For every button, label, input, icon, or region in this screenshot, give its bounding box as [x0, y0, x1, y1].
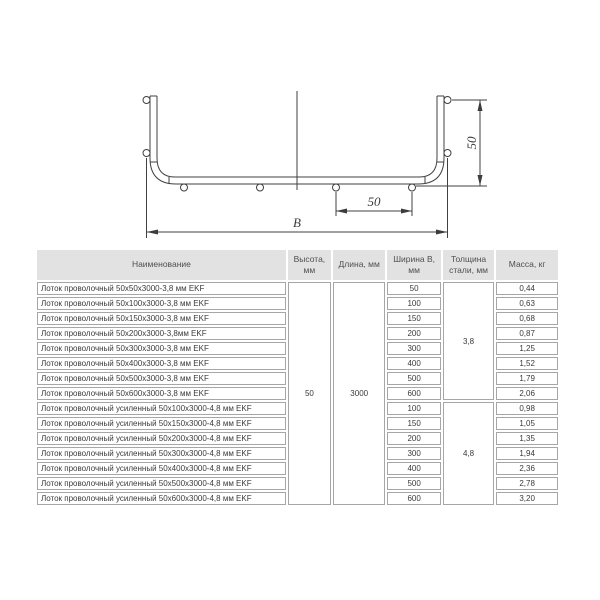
product-name-cell: Лоток проволочный усиленный 50х600х3000-4,8 мм EKF	[37, 492, 286, 505]
header-width: Ширина B, мм	[387, 250, 440, 280]
wire-circle-top-right	[444, 97, 451, 104]
wire-circle-bend-right	[444, 150, 451, 157]
length-cell: 3000	[333, 282, 385, 505]
mass-cell: 1,35	[496, 432, 558, 445]
header-row	[37, 250, 558, 280]
product-name-cell: Лоток проволочный 50х200х3000-3,8мм EKF	[37, 327, 286, 340]
product-name-cell: Лоток проволочный усиленный 50х500х3000-4,8 мм EKF	[37, 477, 286, 490]
wire-circle-bottom-4	[409, 184, 416, 191]
width-cell: 600	[387, 492, 440, 505]
wire-circle-bottom-2	[257, 184, 264, 191]
dimension-arrowheads	[147, 100, 483, 235]
header-length: Длина, мм	[333, 250, 385, 280]
header-mass: Масса, кг	[496, 250, 558, 280]
mass-cell: 2,36	[496, 462, 558, 475]
product-name-cell: Лоток проволочный 50х300х3000-3,8 мм EKF	[37, 342, 286, 355]
header-thickness: Толщина стали, мм	[443, 250, 494, 280]
width-cell: 500	[387, 477, 440, 490]
product-name-cell: Лоток проволочный 50х400х3000-3,8 мм EKF	[37, 357, 286, 370]
dim-label-width-b: B	[293, 215, 301, 230]
thickness-cell: 4,8	[443, 402, 494, 505]
mass-cell: 2,06	[496, 387, 558, 400]
width-cell: 200	[387, 432, 440, 445]
mass-cell: 0,63	[496, 297, 558, 310]
width-cell: 150	[387, 312, 440, 325]
product-name-cell: Лоток проволочный усиленный 50х150х3000-4,8 мм EKF	[37, 417, 286, 430]
mass-cell: 1,52	[496, 357, 558, 370]
width-cell: 100	[387, 297, 440, 310]
wire-circle-bottom-3	[333, 184, 340, 191]
wire-circle-bend-left	[143, 150, 150, 157]
wire-circle-bottom-1	[181, 184, 188, 191]
mass-cell: 1,94	[496, 447, 558, 460]
width-cell: 600	[387, 387, 440, 400]
mass-cell: 0,87	[496, 327, 558, 340]
dim-label-side-height: 50	[464, 136, 479, 150]
height-cell: 50	[288, 282, 331, 505]
width-cell: 300	[387, 447, 440, 460]
tray-cross-section-diagram	[0, 0, 600, 245]
product-name-cell: Лоток проволочный 50х500х3000-3,8 мм EKF	[37, 372, 286, 385]
width-cell: 150	[387, 417, 440, 430]
width-cell: 300	[387, 342, 440, 355]
mass-cell: 1,05	[496, 417, 558, 430]
dim-label-wire-spacing: 50	[367, 194, 381, 209]
product-name-cell: Лоток проволочный усиленный 50х200х3000-4,8 мм EKF	[37, 432, 286, 445]
product-name-cell: Лоток проволочный усиленный 50х400х3000-4,8 мм EKF	[37, 462, 286, 475]
wire-circle-top-left	[143, 97, 150, 104]
product-name-cell: Лоток проволочный усиленный 50х100х3000-4,8 мм EKF	[37, 402, 286, 415]
mass-cell: 0,98	[496, 402, 558, 415]
product-name-cell: Лоток проволочный 50х600х3000-3,8 мм EKF	[37, 387, 286, 400]
table-row	[37, 282, 558, 295]
width-cell: 400	[387, 357, 440, 370]
product-name-cell: Лоток проволочный 50х50х3000-3,8 мм EKF	[37, 282, 286, 295]
product-name-cell: Лоток проволочный 50х150х3000-3,8 мм EKF	[37, 312, 286, 325]
width-cell: 400	[387, 462, 440, 475]
width-cell: 50	[387, 282, 440, 295]
mass-cell: 0,68	[496, 312, 558, 325]
width-cell: 200	[387, 327, 440, 340]
mass-cell: 2,78	[496, 477, 558, 490]
mass-cell: 3,20	[496, 492, 558, 505]
product-name-cell: Лоток проволочный усиленный 50х300х3000-4,8 мм EKF	[37, 447, 286, 460]
width-cell: 100	[387, 402, 440, 415]
header-height: Высота, мм	[288, 250, 331, 280]
mass-cell: 1,25	[496, 342, 558, 355]
mass-cell: 0,44	[496, 282, 558, 295]
thickness-cell: 3,8	[443, 282, 494, 400]
spec-table	[35, 248, 560, 507]
mass-cell: 1,79	[496, 372, 558, 385]
product-name-cell: Лоток проволочный 50х100х3000-3,8 мм EKF	[37, 297, 286, 310]
width-cell: 500	[387, 372, 440, 385]
header-name: Наименование	[37, 250, 286, 280]
